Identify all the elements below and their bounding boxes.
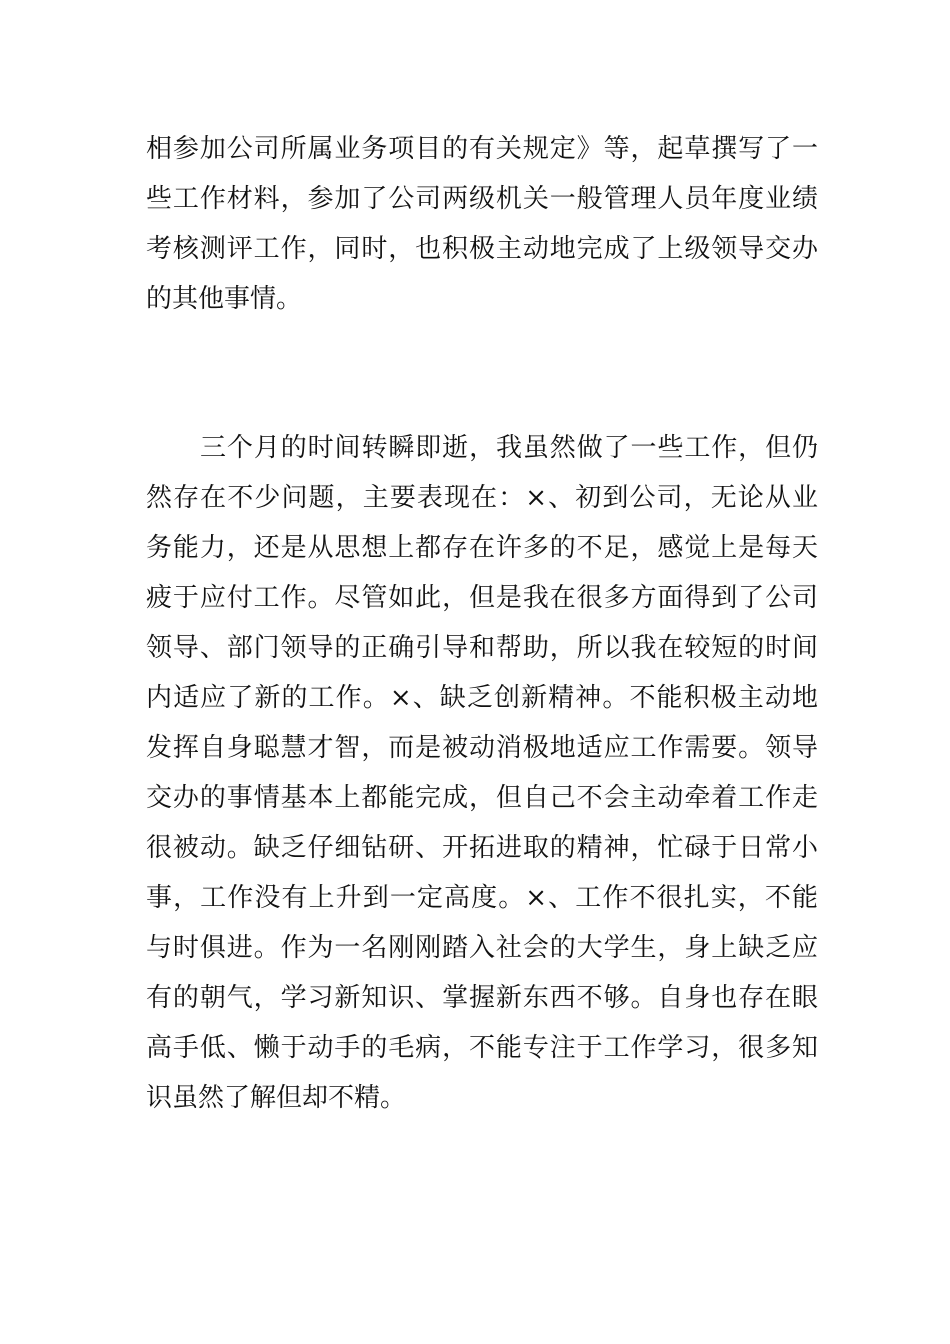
text-line: 很被动。缺乏仔细钻研、开拓进取的精神，忙碌于日常小 bbox=[146, 833, 818, 863]
text-line: 相参加公司所属业务项目的有关规定》等，起草撰写了一 bbox=[146, 134, 818, 164]
text-line: 三个月的时间转瞬即逝，我虽然做了一些工作，但仍 bbox=[200, 433, 818, 463]
text-line: 领导、部门领导的正确引导和帮助，所以我在较短的时间 bbox=[146, 633, 818, 663]
text-line: 与时俱进。作为一名刚刚踏入社会的大学生，身上缺乏应 bbox=[146, 933, 818, 963]
text-line: 务能力，还是从思想上都存在许多的不足，感觉上是每天 bbox=[146, 533, 818, 563]
text-line: 内适应了新的工作。×、缺乏创新精神。不能积极主动地 bbox=[146, 683, 818, 713]
text-line: 考核测评工作，同时，也积极主动地完成了上级领导交办 bbox=[146, 234, 818, 264]
text-line: 识虽然了解但却不精。 bbox=[146, 1083, 407, 1113]
text-line: 高手低、懒于动手的毛病，不能专注于工作学习，很多知 bbox=[146, 1033, 818, 1063]
text-line: 交办的事情基本上都能完成，但自己不会主动牵着工作走 bbox=[146, 783, 818, 813]
text-line: 然存在不少问题，主要表现在：×、初到公司，无论从业 bbox=[146, 483, 818, 513]
text-line: 有的朝气，学习新知识、掌握新东西不够。自身也存在眼 bbox=[146, 983, 818, 1013]
text-line: 发挥自身聪慧才智，而是被动消极地适应工作需要。领导 bbox=[146, 733, 818, 763]
text-line: 疲于应付工作。尽管如此，但是我在很多方面得到了公司 bbox=[146, 583, 818, 613]
text-line: 些工作材料，参加了公司两级机关一般管理人员年度业绩 bbox=[146, 184, 818, 214]
text-line: 的其他事情。 bbox=[146, 284, 303, 314]
text-line: 事，工作没有上升到一定高度。×、工作不很扎实，不能 bbox=[146, 883, 818, 913]
